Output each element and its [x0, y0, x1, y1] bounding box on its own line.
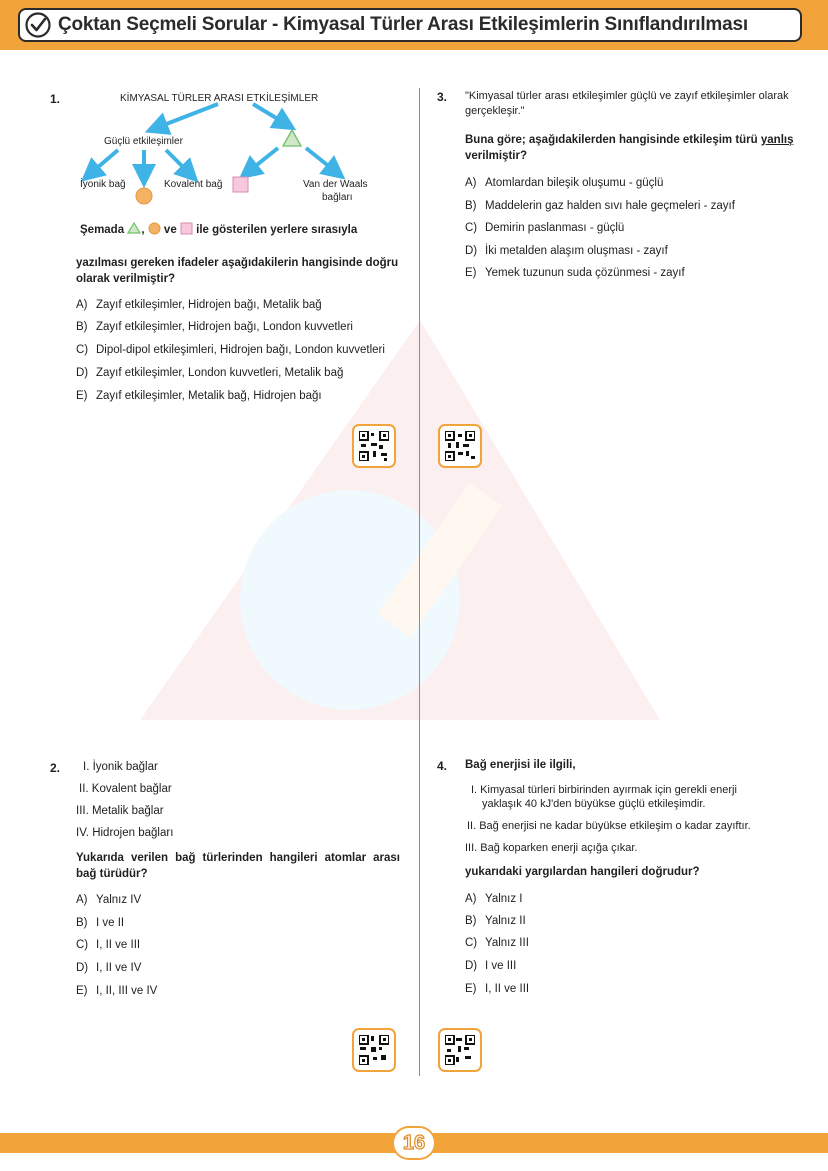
q2-item-2: II. Kovalent bağlar — [79, 783, 172, 795]
q2-option-b[interactable]: B) I ve II — [76, 917, 125, 929]
column-divider — [419, 88, 420, 1076]
q3-option-a[interactable]: A) Atomlardan bileşik oluşumu - güçlü — [465, 177, 664, 189]
watermark-logo — [120, 300, 680, 740]
q1-option-d[interactable]: D) Zayıf etkileşimler, London kuvvetleri, Metalik bağ — [76, 367, 344, 379]
page-number: 16 — [402, 1131, 426, 1154]
square-shape — [233, 177, 248, 192]
diagram-ionic-label: İyonik bağ — [80, 179, 126, 190]
triangle-shape — [283, 130, 301, 146]
diagram-strong-label: Güçlü etkileşimler — [104, 136, 183, 147]
q4-option-a[interactable]: A) Yalnız I — [465, 893, 523, 905]
question-3-number: 3. — [437, 90, 448, 104]
question-2-stem: Yukarıda verilen bağ türlerinden hangileri atomlar arası bağ türüdür? — [76, 852, 400, 880]
check-circle-icon — [24, 11, 52, 39]
page-title-box — [18, 8, 802, 42]
q1-option-a[interactable]: A) Zayıf etkileşimler, Hidrojen bağı, Metalik bağ — [76, 299, 322, 311]
q3-option-d[interactable]: D) İki metalden alaşım oluşması - zayıf — [465, 245, 668, 257]
q4-option-d[interactable]: D) I ve III — [465, 960, 517, 972]
q3-option-e[interactable]: E) Yemek tuzunun suda çözünmesi - zayıf — [465, 267, 685, 279]
q1-option-e[interactable]: E) Zayıf etkileşimler, Metalik bağ, Hidrojen bağı — [76, 390, 322, 402]
q4-option-c[interactable]: C) Yalnız III — [465, 937, 529, 949]
stem-text-b: yanlış — [760, 134, 794, 146]
q1-option-b[interactable]: B) Zayıf etkileşimler, Hidrojen bağı, London kuvvetleri — [76, 321, 353, 333]
q3-option-b[interactable]: B) Maddelerin gaz halden sıvı hale geçmeleri - zayıf — [465, 200, 735, 212]
interaction-diagram — [78, 88, 398, 218]
question-1-prompt — [80, 222, 357, 239]
q4-option-b[interactable]: B) Yalnız II — [465, 915, 526, 927]
question-4-stem: yukarıdaki yargılardan hangileri doğrudur? — [465, 866, 700, 878]
q2-option-c[interactable]: C) I, II ve III — [76, 939, 141, 951]
q2-option-a[interactable]: A) Yalnız IV — [76, 894, 142, 906]
page-number-badge — [392, 1126, 436, 1160]
stem-text-c: verilmiştir? — [465, 149, 527, 162]
diagram-covalent-label: Kovalent bağ — [164, 179, 223, 190]
q4-item-3: III. Bağ koparken enerji açığa çıkar. — [465, 842, 638, 854]
prompt-text-b: , — [141, 224, 145, 236]
question-3-stem — [465, 133, 795, 164]
q4-option-e[interactable]: E) I, II ve III — [465, 983, 530, 995]
q2-option-e[interactable]: E) I, II, III ve IV — [76, 985, 158, 997]
prompt-text-d: ile gösterilen yerlere sırasıyla — [196, 224, 358, 236]
qr-code-q2[interactable] — [352, 1028, 396, 1072]
q2-option-d[interactable]: D) I, II ve IV — [76, 962, 142, 974]
stem-text-a: Buna göre; aşağıdakilerden hangisinde etkileşim türü — [465, 134, 758, 146]
q2-item-1: I. İyonik bağlar — [83, 761, 158, 773]
q4-item-1a: I. Kimyasal türleri birbirinden ayırmak için gerekli enerji — [471, 784, 737, 796]
qr-code-q3[interactable] — [438, 424, 482, 468]
qr-code-q4[interactable] — [438, 1028, 482, 1072]
question-2-number: 2. — [50, 761, 61, 775]
question-3-quote: "Kimyasal türler arası etkileşimler güçlü ve zayıf etkileşimler olarak gerçekleşir." — [465, 90, 789, 117]
prompt-text-c: ve — [163, 224, 177, 236]
qr-code-q1[interactable] — [352, 424, 396, 468]
diagram-vdw-label-2: bağları — [322, 192, 353, 203]
square-icon — [180, 222, 193, 235]
q2-item-4: IV. Hidrojen bağları — [76, 827, 174, 839]
prompt-text-a: Şemada — [80, 224, 125, 236]
page-title: Çoktan Seçmeli Sorular - Kimyasal Türler Arası Etkileşimlerin Sınıflandırılması — [58, 14, 748, 35]
triangle-icon — [127, 222, 141, 234]
circle-shape — [136, 188, 152, 204]
question-4-number: 4. — [437, 759, 448, 773]
q4-item-1b: yaklaşık 40 kJ'den büyükse güçlü etkileşimdir. — [482, 798, 706, 810]
q2-item-3: III. Metalik bağlar — [76, 805, 164, 817]
q3-option-c[interactable]: C) Demirin paslanması - güçlü — [465, 222, 625, 234]
q1-option-c[interactable]: C) Dipol-dipol etkileşimleri, Hidrojen bağı, London kuvvetleri — [76, 344, 385, 356]
question-4-title: Bağ enerjisi ile ilgili, — [465, 759, 576, 771]
question-1-number: 1. — [50, 92, 61, 106]
question-1-stem: yazılması gereken ifadeler aşağıdakilerin hangisinde doğru olarak verilmiştir? — [76, 257, 399, 285]
diagram-vdw-label-1: Van der Waals — [303, 179, 368, 190]
circle-icon — [148, 222, 161, 235]
q4-item-2: II. Bağ enerjisi ne kadar büyükse etkileşim o kadar zayıftır. — [467, 820, 751, 832]
diagram-root-label: KİMYASAL TÜRLER ARASI ETKİLEŞİMLER — [120, 93, 319, 104]
